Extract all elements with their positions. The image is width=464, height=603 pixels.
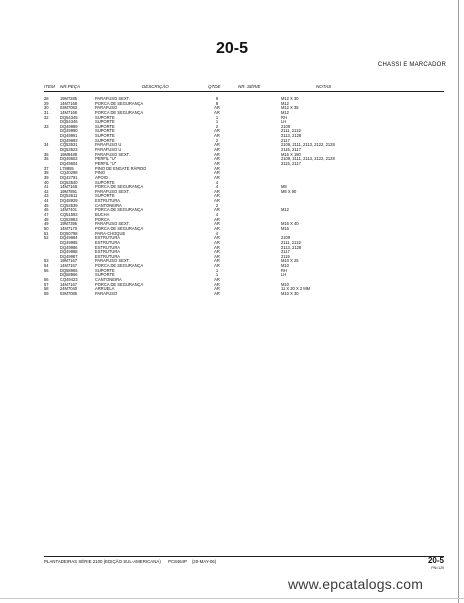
cell-qty: AR xyxy=(214,225,220,231)
cell-part-no: CQ53531 xyxy=(60,142,78,148)
cell-description: PARAFUSO SEXT. xyxy=(95,258,130,264)
cell-item: 47 xyxy=(44,212,49,218)
cell-description: SUPORTE xyxy=(95,128,115,134)
cell-part-no: DQ54345 xyxy=(60,114,78,120)
page-edge-bottom xyxy=(0,598,464,599)
cell-qty: AR xyxy=(214,258,220,264)
column-header-item: ITEM xyxy=(44,84,55,89)
cell-item: 36 xyxy=(44,156,49,162)
cell-description: PORCA DE SEGURANÇA xyxy=(95,109,144,115)
cell-qty: AR xyxy=(214,263,220,269)
cell-notes: M10 X 25 xyxy=(281,258,299,264)
cell-description: PARAFUSO U xyxy=(95,147,122,153)
cell-notes: 11 X 20 X 2 MM xyxy=(281,286,311,292)
cell-qty: 1 xyxy=(215,267,219,273)
cell-part-no: 03M7085 xyxy=(60,290,78,296)
cell-qty: AR xyxy=(214,207,220,213)
page-edge-shadow xyxy=(458,0,459,603)
cell-description: PINO DE ENGATE RÁPIDO xyxy=(95,165,147,171)
cell-notes: 2117 xyxy=(281,137,290,143)
cell-notes: M10 xyxy=(281,263,289,269)
cell-notes: 2115, 2117 xyxy=(281,160,301,166)
cell-qty: AR xyxy=(214,109,220,115)
cell-description: PARAFUSO SEXT. xyxy=(95,221,130,227)
cell-description: ESTRUTURA xyxy=(95,249,121,255)
cell-description: SUPORTE xyxy=(95,114,115,120)
cell-item: 29 xyxy=(44,100,49,106)
cell-notes: M10 X 30 xyxy=(281,290,299,296)
cell-notes: M16 X 180 xyxy=(281,151,301,157)
cell-item: 35 xyxy=(44,151,49,157)
cell-part-no: CQ53983 xyxy=(60,216,78,222)
cell-qty: 8 xyxy=(215,100,219,106)
cell-qty: AR xyxy=(214,281,220,287)
cell-description: PORCA DE SEGURANÇA xyxy=(95,207,144,213)
cell-qty: AR xyxy=(214,188,220,194)
cell-qty: AR xyxy=(214,165,220,171)
cell-description: ESTRUTURA xyxy=(95,235,121,241)
cell-qty: 4 xyxy=(215,179,219,185)
cell-qty: AR xyxy=(214,235,220,241)
cell-qty: AR xyxy=(214,253,220,259)
cell-item: 46 xyxy=(44,207,49,213)
cell-item: 50 xyxy=(44,225,49,231)
cell-item: 58 xyxy=(44,286,49,292)
cell-item: 49 xyxy=(44,221,49,227)
cell-description: PINO xyxy=(95,170,106,176)
cell-part-no: DQ49602 xyxy=(60,156,78,162)
cell-qty: AR xyxy=(214,147,220,153)
footer-doc-code: PC8464P xyxy=(168,559,187,564)
cell-item: 43 xyxy=(44,193,49,199)
footer-page-number: 20-5 xyxy=(427,556,444,565)
cell-part-no: DQ48929 xyxy=(60,198,78,204)
cell-notes: RH xyxy=(281,114,287,120)
footer-date: (20-MAY-06) xyxy=(191,559,217,564)
cell-description: PORCA DE SEGURANÇA xyxy=(95,281,144,287)
cell-notes: 2109 xyxy=(281,123,291,129)
cell-part-no: DQ58966 xyxy=(60,272,78,278)
cell-part-no: CQ40298 xyxy=(60,170,78,176)
cell-qty: AR xyxy=(214,216,220,222)
cell-description: CANTONEIRA xyxy=(95,276,122,282)
cell-part-no: CQ49423 xyxy=(60,276,78,282)
cell-notes: 2113, 2128 xyxy=(281,244,302,250)
cell-item: 53 xyxy=(44,258,49,264)
cell-item: 28 xyxy=(44,96,49,101)
cell-item: 32 xyxy=(44,114,49,120)
cell-part-no: L78855 xyxy=(60,165,74,171)
cell-description: SUPORTE xyxy=(95,133,115,139)
cell-part-no: 19M7167 xyxy=(60,258,78,264)
cell-description: SUPORTE xyxy=(95,123,115,129)
cell-item: 59 xyxy=(44,290,49,296)
cell-description: SUPORTE xyxy=(95,267,115,273)
cell-qty: AR xyxy=(214,193,220,199)
cell-item: 54 xyxy=(44,263,49,269)
cell-description: ESTRUTURA xyxy=(95,239,121,245)
cell-part-no: DQ49989 xyxy=(60,123,78,129)
cell-notes: M12 xyxy=(281,207,289,213)
cell-description: ESTRUTURA xyxy=(95,253,121,259)
cell-item: 56 xyxy=(44,276,49,282)
cell-description: PORCA DE SEGURANÇA xyxy=(95,263,144,269)
cell-description: PARA-CHOQUE xyxy=(95,230,126,236)
cell-part-no: DQ53523 xyxy=(60,147,78,153)
cell-description: CANTONEIRA xyxy=(95,202,122,208)
cell-notes: 2111, 2122 xyxy=(281,239,301,245)
cell-qty: AR xyxy=(214,239,220,245)
cell-item: 55 xyxy=(44,267,49,273)
cell-item: 41 xyxy=(44,184,49,190)
cell-description: SUPORTE xyxy=(95,179,115,185)
cell-qty: AR xyxy=(214,170,220,176)
cell-part-no: 14M7168 xyxy=(60,109,78,115)
cell-part-no: DQ53611 xyxy=(60,193,78,199)
cell-qty: AR xyxy=(214,198,220,204)
cell-qty: AR xyxy=(214,151,220,157)
cell-part-no: DQ49984 xyxy=(60,235,78,241)
page-title: 20-5 xyxy=(215,40,249,57)
cell-item: 34 xyxy=(44,142,49,148)
cell-notes: M16 X 40 xyxy=(281,221,299,227)
cell-part-no: DQ49986 xyxy=(60,244,78,250)
cell-description: PARAFUSO xyxy=(95,105,118,111)
cell-item: 51 xyxy=(44,230,49,236)
column-header-qty: QTDE xyxy=(208,84,221,89)
cell-notes: M8 X 90 xyxy=(281,188,297,194)
cell-notes: M8 xyxy=(281,184,287,190)
cell-qty: AR xyxy=(214,244,220,250)
cell-description: BUCHA xyxy=(95,212,110,218)
column-header-serial: NR. SÉRIE xyxy=(238,84,261,89)
cell-qty: AR xyxy=(214,105,220,111)
cell-description: PORCA DE SEGURANÇA xyxy=(95,225,144,231)
cell-qty: AR xyxy=(214,156,220,162)
cell-item: 31 xyxy=(44,109,49,115)
cell-description: PORCA xyxy=(95,216,110,222)
cell-description: PARAFUSO SEXT. xyxy=(95,188,130,194)
cell-description: APOIO xyxy=(95,174,108,180)
cell-description: SUPORTE xyxy=(95,137,115,143)
cell-description: PORCA DE SEGURANÇA xyxy=(95,184,144,190)
section-title: CHASSI E MARCADOR xyxy=(377,62,446,68)
cell-part-no: 24M7040 xyxy=(60,286,78,292)
cell-part-no: 14M7401 xyxy=(60,207,78,213)
cell-description: PARAFUSO SEXT. xyxy=(95,96,130,101)
cell-description: SUPORTE xyxy=(95,272,115,278)
cell-item: 30 xyxy=(44,105,49,111)
cell-notes: 2117 xyxy=(281,249,290,255)
cell-item: 48 xyxy=(44,216,49,222)
cell-qty: AR xyxy=(214,160,220,166)
cell-part-no: DQ49987 xyxy=(60,253,78,259)
cell-item: 42 xyxy=(44,188,49,194)
cell-part-no: DQ54346 xyxy=(60,119,78,125)
cell-qty: 2 xyxy=(215,202,219,208)
cell-qty: 1 xyxy=(215,114,219,120)
cell-qty: 2 xyxy=(215,123,219,129)
cell-qty: 4 xyxy=(215,212,219,218)
cell-description: ESTRUTURA xyxy=(95,244,121,250)
cell-part-no: DQ42791 xyxy=(60,174,78,180)
cell-part-no: DQ49985 xyxy=(60,239,78,245)
cell-qty: AR xyxy=(214,249,220,255)
cell-qty: AR xyxy=(214,174,220,180)
cell-part-no: DQ50798 xyxy=(60,230,78,236)
cell-qty: AR xyxy=(214,133,220,139)
cell-part-no: 14M7167 xyxy=(60,281,78,287)
cell-item: 44 xyxy=(44,198,49,204)
column-header-description: DESCRIÇÃO xyxy=(142,84,169,89)
table-row xyxy=(44,292,444,297)
cell-part-no: DQ49604 xyxy=(60,160,78,166)
cell-part-no: DQ49993 xyxy=(60,137,78,143)
cell-description: PERFIL "U" xyxy=(95,156,117,162)
cell-qty: AR xyxy=(214,142,220,148)
cell-description: SUPORTE xyxy=(95,119,115,125)
cell-item: 33 xyxy=(44,123,49,129)
cell-part-no: 14M7170 xyxy=(60,225,78,231)
cell-description: ESTRUTURA xyxy=(95,198,121,204)
cell-notes: 2109, 2111, 2113, 2122, 2128 xyxy=(281,142,335,148)
cell-item: 38 xyxy=(44,170,49,176)
cell-description: PERFIL "U" xyxy=(95,160,117,166)
cell-notes: 2109 xyxy=(281,235,291,241)
cell-part-no: 19M7285 xyxy=(60,96,78,101)
cell-notes: M12 X 30 xyxy=(281,96,299,101)
cell-part-no: 19M7395 xyxy=(60,221,78,227)
cell-item: 52 xyxy=(44,235,49,241)
cell-part-no: DQ49988 xyxy=(60,249,78,255)
cell-part-no: CQ53539 xyxy=(60,202,78,208)
cell-item: 39 xyxy=(44,174,49,180)
cell-part-no: DQ49990 xyxy=(60,128,78,134)
cell-description: PARAFUSO xyxy=(95,290,118,296)
cell-description: PORCA DE SEGURANÇA xyxy=(95,100,144,106)
footer-book-info xyxy=(44,559,216,564)
cell-qty: 1 xyxy=(215,272,219,278)
cell-item: 57 xyxy=(44,281,49,287)
cell-part-no: 14M7168 xyxy=(60,100,78,106)
footer-revision: PN=129 xyxy=(431,566,444,570)
cell-qty: AR xyxy=(214,128,220,134)
footer-rule xyxy=(44,556,444,557)
cell-qty: 4 xyxy=(215,184,219,190)
cell-description: ARRUELA xyxy=(95,286,115,292)
cell-notes: M10 xyxy=(281,281,289,287)
cell-notes: 2115 xyxy=(281,253,290,259)
cell-part-no: 14M7167 xyxy=(60,263,78,269)
column-header-notes: NOTAS xyxy=(316,84,332,89)
cell-notes: M12 xyxy=(281,100,289,106)
cell-description: PARAFUSO SEXT. xyxy=(95,151,130,157)
cell-notes: LH xyxy=(281,119,287,125)
cell-part-no: 19M7891 xyxy=(60,188,78,194)
cell-part-no: 03M7083 xyxy=(60,105,78,111)
cell-description: PARAFUSO U xyxy=(95,142,122,148)
cell-notes: 2113, 2128 xyxy=(281,133,302,139)
cell-part-no: DQ58965 xyxy=(60,267,78,273)
cell-notes: 2111, 2122 xyxy=(281,128,301,134)
cell-notes: LH xyxy=(281,272,287,278)
cell-item: 40 xyxy=(44,179,49,185)
column-header-part-no: NR.PEÇA xyxy=(60,84,81,89)
cell-part-no: CQ51593 xyxy=(60,212,78,218)
cell-qty: 8 xyxy=(215,96,219,101)
cell-qty: 1 xyxy=(215,119,219,125)
cell-part-no: 19M8488 xyxy=(60,151,78,157)
parts-table-body xyxy=(44,97,444,297)
cell-qty: AR xyxy=(214,221,220,227)
footer-book-title: PLANTADEIRAS SÉRIE 2100 (EDIÇÃO SUL-AMERICANA) xyxy=(44,559,161,564)
cell-notes: M12 X 35 xyxy=(281,105,299,111)
cell-qty: 2 xyxy=(215,137,219,143)
cell-part-no: DQ49991 xyxy=(60,133,78,139)
cell-notes: 2115, 2117 xyxy=(281,147,301,153)
header-rule xyxy=(44,91,444,92)
cell-part-no: DQ53540 xyxy=(60,179,78,185)
cell-qty: 4 xyxy=(215,230,219,236)
cell-notes: M16 xyxy=(281,225,289,231)
cell-description: SUPORTE xyxy=(95,193,115,199)
watermark-text: www.epcatalogs.com xyxy=(288,576,424,592)
cell-item: 45 xyxy=(44,202,49,208)
cell-qty: AR xyxy=(214,276,220,282)
cell-qty: AR xyxy=(214,286,220,292)
cell-notes: RH xyxy=(281,267,287,273)
cell-part-no: 14M7168 xyxy=(60,184,78,190)
cell-notes: M12 xyxy=(281,109,289,115)
cell-notes: 2109, 2111, 2113, 2122, 2128 xyxy=(281,156,335,162)
cell-qty: AR xyxy=(214,290,220,296)
cell-item: 37 xyxy=(44,165,49,171)
